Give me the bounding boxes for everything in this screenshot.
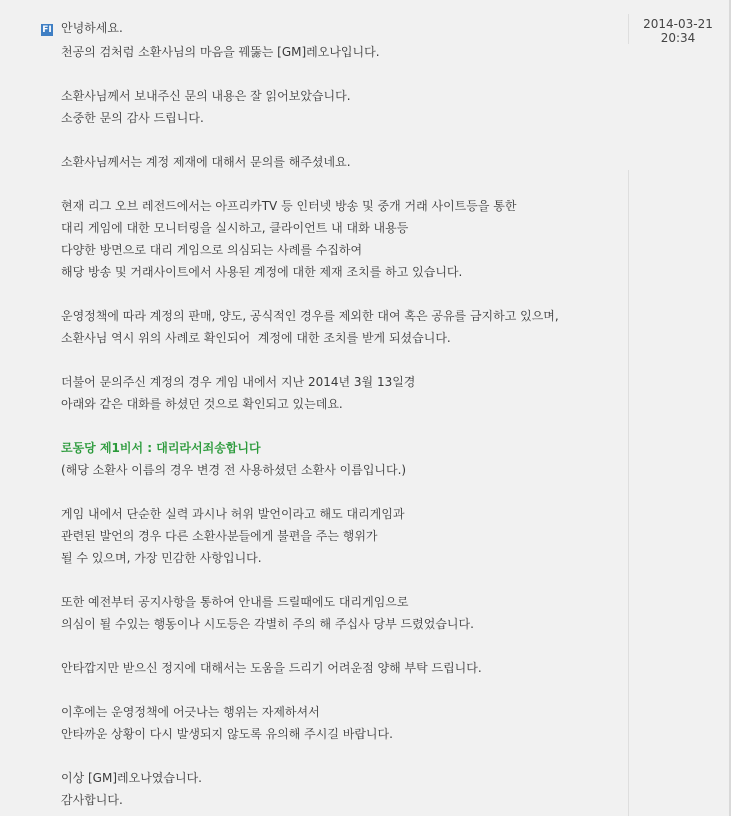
message-line: (해당 소환사 이름의 경우 변경 전 사용하셨던 소환사 이름입니다.) <box>61 463 407 477</box>
message-line: 더불어 문의주신 계정의 경우 게임 내에서 지난 2014년 3월 13일경 <box>61 375 416 389</box>
message-line: 안타깝지만 받으신 정지에 대해서는 도움을 드리기 어려운점 양해 부탁 드립니다. <box>61 661 482 675</box>
message-line: 이후에는 운영정책에 어긋나는 행위는 자제하셔서 <box>61 705 320 719</box>
message-line <box>61 635 621 657</box>
message-timestamp <box>630 17 726 45</box>
message-greeting: 안녕하세요. <box>61 21 123 35</box>
message-line <box>61 129 621 151</box>
message-line <box>61 415 621 437</box>
message-line: 관련된 발언의 경우 다른 소환사분들에게 불편을 주는 행위가 <box>61 529 378 543</box>
message-line: 다양한 방면으로 대리 게임으로 의심되는 사례를 수집하여 <box>61 243 363 257</box>
message-line: 될 수 있으며, 가장 민감한 사항입니다. <box>61 551 262 565</box>
message-time: 20:34 <box>660 31 696 45</box>
message-line <box>61 349 621 371</box>
message-line <box>61 745 621 767</box>
message-line <box>61 569 621 591</box>
timestamp-divider <box>628 14 629 44</box>
message-line: 해당 방송 및 거래사이트에서 사용된 계정에 대한 제재 조치를 하고 있습니다. <box>61 265 463 279</box>
message-line <box>61 63 621 85</box>
message-line: 소환사님께서는 계정 제재에 대해서 문의를 해주셨네요. <box>61 155 351 169</box>
message-body <box>61 41 621 811</box>
message-line: 안타까운 상황이 다시 발생되지 않도록 유의해 주시길 바랍니다. <box>61 727 393 741</box>
message-line: 의심이 될 수있는 행동이나 시도등은 각별히 주의 해 주십사 당부 드렸었습니다. <box>61 617 474 631</box>
message-date: 2014-03-21 <box>643 17 713 31</box>
message-line: 이상 [GM]레오나였습니다. <box>61 771 202 785</box>
message-line: 아래와 같은 대화를 하셨던 것으로 확인되고 있는데요. <box>61 397 343 411</box>
message-line <box>61 481 621 503</box>
message-line: 운영정책에 따라 계정의 판매, 양도, 공식적인 경우를 제외한 대여 혹은 공유를 금지하고 있으며, <box>61 309 559 323</box>
message-line: 천공의 검처럼 소환사님의 마음을 꿰뚫는 [GM]레오나입니다. <box>61 45 380 59</box>
message-line <box>61 679 621 701</box>
message-line: 게임 내에서 단순한 실력 과시나 허위 발언이라고 해도 대리게임과 <box>61 507 405 521</box>
message-line <box>61 173 621 195</box>
chat-quote-line: 로동당 제1비서 : 대리라서죄송합니다 <box>61 441 261 455</box>
sender-badge-icon: FI <box>42 25 52 35</box>
message-line: 현재 리그 오브 레전드에서는 아프리카TV 등 인터넷 방송 및 중개 거래 사이트등을 통한 <box>61 199 517 213</box>
message-line: 또한 예전부터 공지사항을 통하여 안내를 드릴때에도 대리게임으로 <box>61 595 409 609</box>
message-line: 소환사님께서 보내주신 문의 내용은 잘 읽어보았습니다. <box>61 89 351 103</box>
message-line <box>61 283 621 305</box>
message-line: 소중한 문의 감사 드립니다. <box>61 111 204 125</box>
message-line: 대리 게임에 대한 모니터링을 실시하고, 클라이언트 내 대화 내용등 <box>61 221 409 235</box>
message-line: 감사합니다. <box>61 793 123 807</box>
column-divider <box>628 170 629 816</box>
message-line: 소환사님 역시 위의 사례로 확인되어 계정에 대한 조치를 받게 되셨습니다. <box>61 331 451 345</box>
